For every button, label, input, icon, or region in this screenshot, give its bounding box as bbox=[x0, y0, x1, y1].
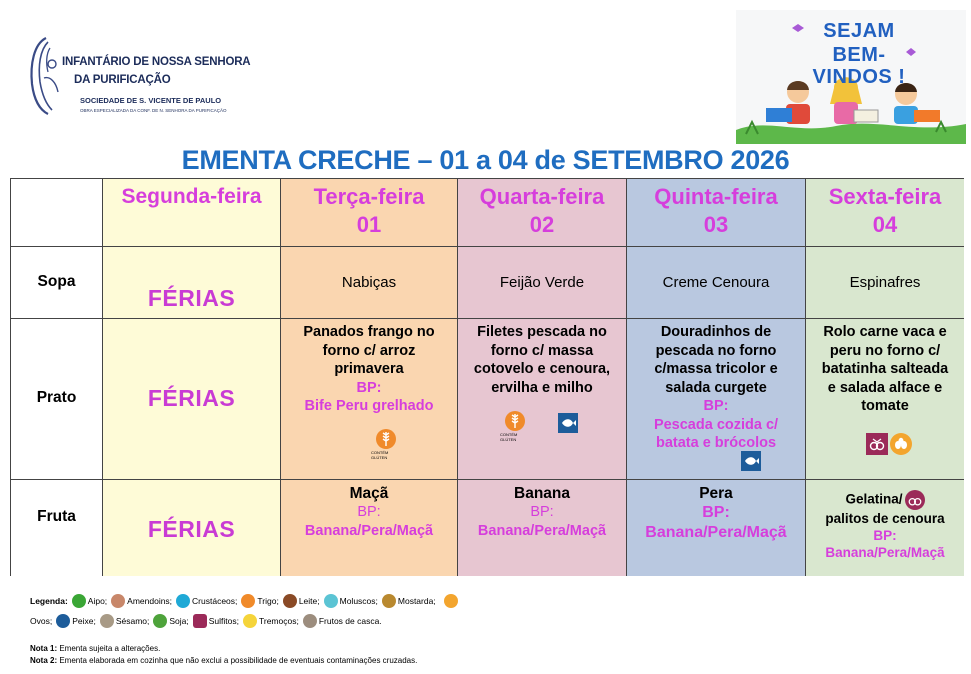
legend-label: Legenda: bbox=[30, 596, 68, 606]
prato-tuesday: Panados frango no forno c/ arroz primavera BP: Bife Peru grelhado CONTÉM GLÚTEN bbox=[281, 319, 458, 480]
day-number: 04 bbox=[872, 212, 898, 237]
day-number: 03 bbox=[703, 212, 729, 237]
welcome-image bbox=[736, 10, 966, 144]
day-number: 01 bbox=[356, 212, 382, 237]
note-2: Nota 2: Ementa elaborada em cozinha que não exclui a possibilidade de eventuais contaminações cruzadas. bbox=[30, 656, 418, 665]
organization-name-line2: DA PURIFICAÇÃO bbox=[74, 74, 171, 86]
row-label-sopa: Sopa bbox=[11, 247, 103, 319]
sulfite-icon bbox=[905, 490, 925, 510]
prato-monday bbox=[103, 319, 281, 480]
fish-icon bbox=[741, 451, 761, 471]
sopa-wednesday: Feijão Verde bbox=[458, 247, 627, 319]
mustard-icon bbox=[382, 594, 396, 608]
sopa-thursday: Creme Cenoura bbox=[627, 247, 806, 319]
fruta-thursday: Pera BP: Banana/Pera/Maçã bbox=[627, 480, 806, 576]
header-wednesday bbox=[458, 179, 627, 247]
holiday-label: FÉRIAS bbox=[147, 285, 236, 311]
celery-icon bbox=[72, 594, 86, 608]
table-corner bbox=[11, 179, 103, 247]
fruta-tuesday: Maçã BP: Banana/Pera/Maçã bbox=[281, 480, 458, 576]
welcome-line2: BEM- bbox=[832, 44, 886, 66]
footnotes bbox=[30, 643, 417, 667]
day-name: Segunda-feira bbox=[121, 185, 262, 208]
welcome-line3: VINDOS ! bbox=[812, 66, 906, 88]
day-number: 02 bbox=[529, 212, 555, 237]
header-friday bbox=[806, 179, 964, 247]
header-thursday bbox=[627, 179, 806, 247]
sesame-icon bbox=[100, 614, 114, 628]
day-name: Terça-feira bbox=[313, 184, 425, 209]
day-name: Quarta-feira bbox=[479, 184, 605, 209]
holiday-label: FÉRIAS bbox=[147, 516, 236, 542]
organization-logo bbox=[26, 34, 266, 124]
note-1: Nota 1: Ementa sujeita a alterações. bbox=[30, 644, 161, 653]
organization-subtitle: SOCIEDADE DE S. VICENTE DE PAULO bbox=[80, 96, 222, 105]
prato-wednesday: Filetes pescada no forno c/ massa cotovelo e cenoura, ervilha e milho CONTÉM GLÚTEN bbox=[458, 319, 627, 480]
row-label-prato: Prato bbox=[11, 319, 103, 480]
nut-icon bbox=[303, 614, 317, 628]
fruta-wednesday: Banana BP: Banana/Pera/Maçã bbox=[458, 480, 627, 576]
fish-icon bbox=[558, 413, 578, 433]
day-name: Sexta-feira bbox=[828, 184, 942, 209]
day-name: Quinta-feira bbox=[654, 184, 778, 209]
wheat-icon: CONTÉM GLÚTEN bbox=[500, 409, 530, 443]
menu-title: EMENTA CRECHE – 01 a 04 de SETEMBRO 2026 bbox=[181, 145, 790, 175]
fish-icon bbox=[56, 614, 70, 628]
fruta-monday bbox=[103, 480, 281, 576]
madonna-logo-icon bbox=[26, 34, 62, 116]
row-label-fruta: Fruta bbox=[11, 480, 103, 576]
menu-table bbox=[10, 178, 964, 576]
soy-icon bbox=[153, 614, 167, 628]
sopa-friday: Espinafres bbox=[806, 247, 964, 319]
prato-thursday: Douradinhos de pescada no forno c/massa tricolor e salada curgete BP: Pescada cozida c/ batata e brócolos bbox=[627, 319, 806, 480]
sopa-monday bbox=[103, 247, 281, 319]
holiday-label: FÉRIAS bbox=[147, 385, 236, 411]
egg-icon bbox=[890, 433, 912, 455]
peanut-icon bbox=[111, 594, 125, 608]
sulfite-icon bbox=[866, 433, 888, 455]
crustacean-icon bbox=[176, 594, 190, 608]
sulfite-icon bbox=[193, 614, 207, 628]
organization-name-line1: INFANTÁRIO DE NOSSA SENHORA bbox=[62, 56, 251, 68]
header-monday bbox=[103, 179, 281, 247]
organization-small-print: OBRA ESPECIALIZADA DA CONF. DE N. SENHORA DA PURIFICAÇÃO bbox=[80, 108, 227, 113]
lupin-icon bbox=[243, 614, 257, 628]
wheat-icon: CONTÉM GLÚTEN bbox=[371, 427, 401, 461]
mollusc-icon bbox=[324, 594, 338, 608]
wheat-icon bbox=[241, 594, 255, 608]
egg-icon bbox=[444, 594, 458, 608]
milk-icon bbox=[283, 594, 297, 608]
fruta-friday: Gelatina/ palitos de cenoura BP: Banana/Pera/Maçã bbox=[806, 480, 964, 576]
welcome-line1: SEJAM bbox=[823, 20, 895, 42]
prato-friday: Rolo carne vaca e peru no forno c/ batatinha salteada e salada alface e tomate bbox=[806, 319, 964, 480]
sopa-tuesday: Nabiças bbox=[281, 247, 458, 319]
header-tuesday bbox=[281, 179, 458, 247]
